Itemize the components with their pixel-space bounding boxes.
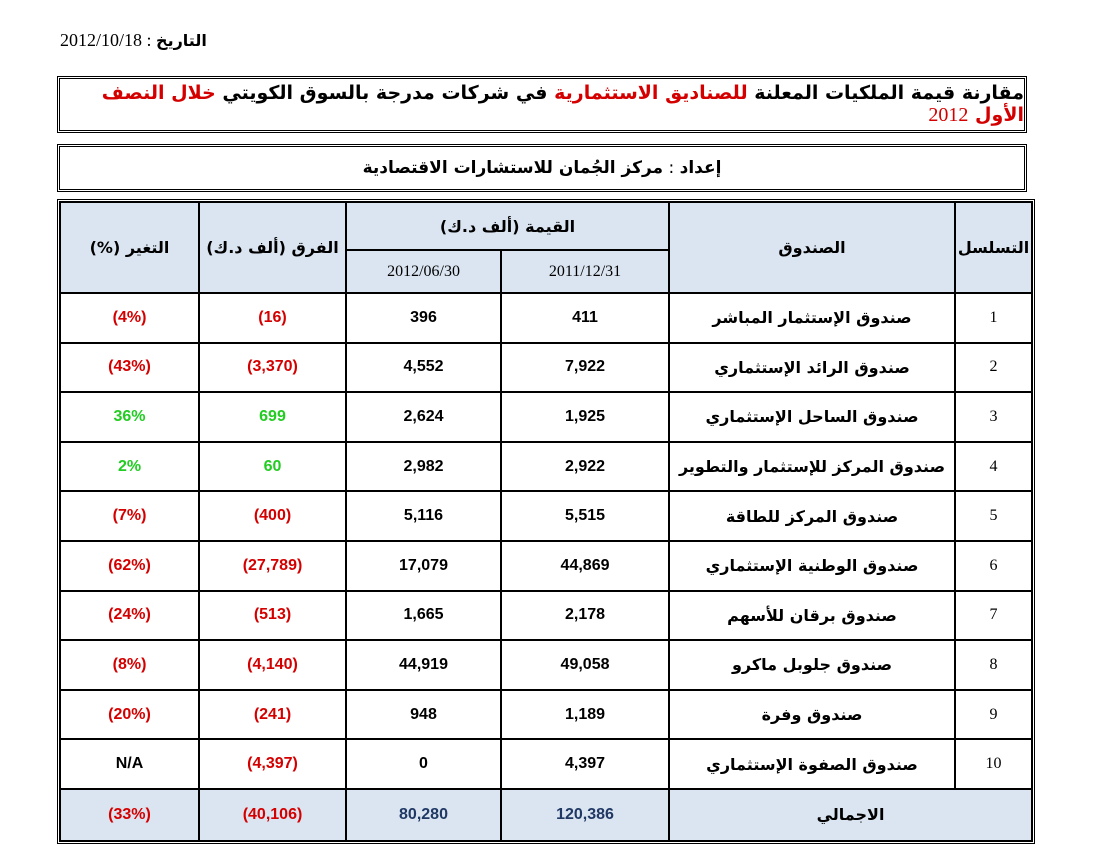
row-value-2012: 44,919: [346, 640, 501, 690]
row-value-2011: 1,925: [501, 392, 669, 442]
row-value-2011: 1,189: [501, 690, 669, 740]
table-row: [60, 541, 1032, 591]
row-value-2011: 4,397: [501, 739, 669, 789]
row-change: (43%): [60, 343, 199, 393]
total-change: (33%): [60, 789, 199, 841]
row-seq: 4: [955, 442, 1032, 492]
table-row: [60, 739, 1032, 789]
row-value-2012: 396: [346, 293, 501, 343]
row-diff: (241): [199, 690, 346, 740]
row-value-2011: 411: [501, 293, 669, 343]
table-row: [60, 591, 1032, 641]
row-value-2012: 2,982: [346, 442, 501, 492]
row-value-2011: 2,178: [501, 591, 669, 641]
total-label: الاجمالي: [669, 789, 1032, 841]
prepared-by: [57, 144, 1027, 192]
total-row: [60, 789, 1032, 841]
total-value-2011: 120,386: [501, 789, 669, 841]
row-fund-name: صندوق الصفوة الإستثماري: [669, 739, 955, 789]
row-seq: 6: [955, 541, 1032, 591]
title-part-1: مقارنة قيمة الملكيات المعلنة: [754, 82, 1024, 104]
row-fund-name: صندوق وفرة: [669, 690, 955, 740]
table-row: [60, 293, 1032, 343]
header-fund: الصندوق: [669, 202, 955, 293]
row-change: 36%: [60, 392, 199, 442]
row-value-2012: 0: [346, 739, 501, 789]
header-date-2012: 2012/06/30: [346, 250, 501, 293]
date-separator: :: [142, 30, 157, 50]
row-diff: (4,140): [199, 640, 346, 690]
row-seq: 10: [955, 739, 1032, 789]
row-fund-name: صندوق الوطنية الإستثماري: [669, 541, 955, 591]
row-diff: (3,370): [199, 343, 346, 393]
row-seq: 1: [955, 293, 1032, 343]
total-diff: (40,106): [199, 789, 346, 841]
row-change: (4%): [60, 293, 199, 343]
row-change: (8%): [60, 640, 199, 690]
row-diff: 60: [199, 442, 346, 492]
table-row: [60, 491, 1032, 541]
row-change: (20%): [60, 690, 199, 740]
funds-table: [57, 199, 1035, 844]
prepared-by-label: إعداد: [679, 158, 722, 178]
table-body: [60, 293, 1032, 789]
title-part-4: خلال النصف الأول: [101, 82, 1024, 126]
title-year: 2012: [928, 104, 969, 126]
date-value: 2012/10/18: [60, 30, 143, 50]
row-fund-name: صندوق برقان للأسهم: [669, 591, 955, 641]
row-value-2011: 7,922: [501, 343, 669, 393]
report-title: [57, 76, 1027, 133]
row-seq: 9: [955, 690, 1032, 740]
row-value-2011: 49,058: [501, 640, 669, 690]
table-row: [60, 392, 1032, 442]
funds-table-wrapper: [57, 199, 1029, 839]
header-date-2011: 2011/12/31: [501, 250, 669, 293]
row-value-2011: 44,869: [501, 541, 669, 591]
header-seq: التسلسل: [955, 202, 1032, 293]
title-part-3: في شركات مدرجة بالسوق الكويتي: [222, 82, 548, 104]
row-fund-name: صندوق الإستثمار المباشر: [669, 293, 955, 343]
row-change: (7%): [60, 491, 199, 541]
row-change: (24%): [60, 591, 199, 641]
prepared-by-separator: :: [663, 158, 680, 178]
row-diff: (27,789): [199, 541, 346, 591]
row-fund-name: صندوق الساحل الإستثماري: [669, 392, 955, 442]
row-value-2012: 948: [346, 690, 501, 740]
row-seq: 8: [955, 640, 1032, 690]
row-diff: 699: [199, 392, 346, 442]
row-fund-name: صندوق المركز للإستثمار والتطوير: [669, 442, 955, 492]
table-row: [60, 690, 1032, 740]
row-change: 2%: [60, 442, 199, 492]
row-change: (62%): [60, 541, 199, 591]
row-value-2011: 2,922: [501, 442, 669, 492]
row-fund-name: صندوق جلوبل ماكرو: [669, 640, 955, 690]
table-row: [60, 442, 1032, 492]
row-seq: 7: [955, 591, 1032, 641]
row-value-2012: 17,079: [346, 541, 501, 591]
prepared-by-value: مركز الجُمان للاستشارات الاقتصادية: [362, 158, 664, 178]
table-row: [60, 343, 1032, 393]
header-diff: الفرق (ألف د.ك): [199, 202, 346, 293]
row-seq: 5: [955, 491, 1032, 541]
row-seq: 3: [955, 392, 1032, 442]
row-fund-name: صندوق المركز للطاقة: [669, 491, 955, 541]
row-diff: (400): [199, 491, 346, 541]
row-value-2012: 2,624: [346, 392, 501, 442]
header-value: القيمة (ألف د.ك): [346, 202, 669, 250]
row-diff: (513): [199, 591, 346, 641]
row-seq: 2: [955, 343, 1032, 393]
row-fund-name: صندوق الرائد الإستثماري: [669, 343, 955, 393]
header-change: التغير (%): [60, 202, 199, 293]
row-value-2012: 1,665: [346, 591, 501, 641]
date-label: التاريخ: [156, 31, 207, 50]
row-value-2012: 4,552: [346, 343, 501, 393]
total-value-2012: 80,280: [346, 789, 501, 841]
report-date: [60, 30, 260, 54]
row-change: N/A: [60, 739, 199, 789]
row-value-2011: 5,515: [501, 491, 669, 541]
row-value-2012: 5,116: [346, 491, 501, 541]
row-diff: (4,397): [199, 739, 346, 789]
title-part-2: للصناديق الاستثمارية: [554, 82, 748, 104]
header-row-1: [60, 202, 1032, 250]
table-row: [60, 640, 1032, 690]
row-diff: (16): [199, 293, 346, 343]
